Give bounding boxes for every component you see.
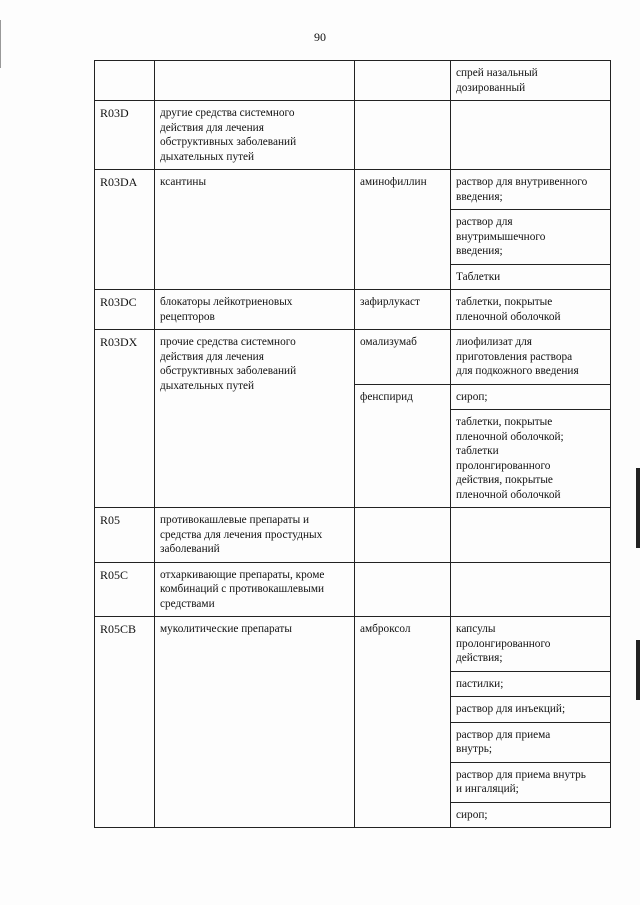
dosage-forms-cell: [451, 562, 611, 617]
atc-code-cell: R05: [95, 508, 155, 563]
dosage-form: раствор для инъекций;: [451, 697, 610, 723]
atc-code-cell: R03D: [95, 101, 155, 170]
atc-code-cell: R03DX: [95, 330, 155, 508]
group-name-cell: другие средства системного действия для лечения обструктивных заболеваний дыхательных путей: [155, 101, 355, 170]
table-row: [95, 290, 611, 330]
group-name-cell: ксантины: [155, 170, 355, 290]
dosage-form: спрей назальный дозированный: [456, 67, 538, 94]
dosage-forms-cell: [451, 170, 611, 290]
dosage-form: раствор для внутримышечного введения;: [451, 210, 610, 265]
dosage-form: таблетки, покрытые пленочной оболочкой; таблетки пролонгированного действия, покрытые пленочной оболочкой: [456, 416, 564, 501]
dosage-form: раствор для внутривенного введения;: [451, 170, 610, 210]
table-row: [95, 170, 611, 290]
dosage-form: сироп;: [456, 808, 488, 821]
group-name-cell: прочие средства системного действия для лечения обструктивных заболеваний дыхательных путей: [155, 330, 355, 508]
dosage-form: лиофилизат для приготовления раствора для подкожного введения: [456, 336, 579, 377]
inn-cell: фенспирид: [355, 384, 451, 508]
group-name-cell: противокашлевые препараты и средства для лечения простудных заболеваний: [155, 508, 355, 563]
inn-cell: амброксол: [355, 617, 451, 828]
drug-table: [94, 60, 611, 828]
table-row: [95, 508, 611, 563]
group-name-cell: отхаркивающие препараты, кроме комбинаций с противокашлевыми средствами: [155, 562, 355, 617]
group-name-cell: блокаторы лейкотриеновых рецепторов: [155, 290, 355, 330]
dosage-forms-cell: [451, 290, 611, 330]
scan-edge-mark: [636, 468, 640, 548]
scan-edge-mark: [636, 640, 640, 700]
inn-cell: [355, 101, 451, 170]
dosage-forms-cell: [451, 330, 611, 385]
atc-code-cell: R05C: [95, 562, 155, 617]
table-row: [95, 330, 611, 385]
group-name-cell: [155, 61, 355, 101]
inn-cell: [355, 508, 451, 563]
dosage-form: пастилки;: [451, 672, 610, 698]
table-row: [95, 101, 611, 170]
dosage-forms-cell: [451, 617, 611, 828]
dosage-form: таблетки, покрытые пленочной оболочкой: [456, 296, 561, 323]
dosage-form: [451, 101, 610, 126]
inn-cell: [355, 61, 451, 101]
table-row: [95, 617, 611, 828]
dosage-form: капсулы пролонгированного действия;: [451, 617, 610, 672]
dosage-form: сироп;: [451, 385, 610, 411]
dosage-forms-cell: [451, 101, 611, 170]
atc-code-cell: R03DC: [95, 290, 155, 330]
dosage-forms-cell: [451, 384, 611, 508]
inn-cell: зафирлукаст: [355, 290, 451, 330]
table-row: [95, 562, 611, 617]
atc-code-cell: [95, 61, 155, 101]
inn-cell: омализумаб: [355, 330, 451, 385]
atc-code-cell: R05CB: [95, 617, 155, 828]
inn-cell: аминофиллин: [355, 170, 451, 290]
table-row: [95, 61, 611, 101]
atc-code-cell: R03DA: [95, 170, 155, 290]
dosage-form: Таблетки: [456, 270, 501, 283]
dosage-form: раствор для приема внутрь и ингаляций;: [451, 763, 610, 803]
dosage-form: [451, 508, 610, 533]
dosage-form: [451, 563, 610, 588]
group-name-cell: муколитические препараты: [155, 617, 355, 828]
dosage-form: раствор для приема внутрь;: [451, 723, 610, 763]
inn-cell: [355, 562, 451, 617]
page-number: 90: [314, 30, 326, 44]
dosage-forms-cell: [451, 508, 611, 563]
dosage-forms-cell: [451, 61, 611, 101]
